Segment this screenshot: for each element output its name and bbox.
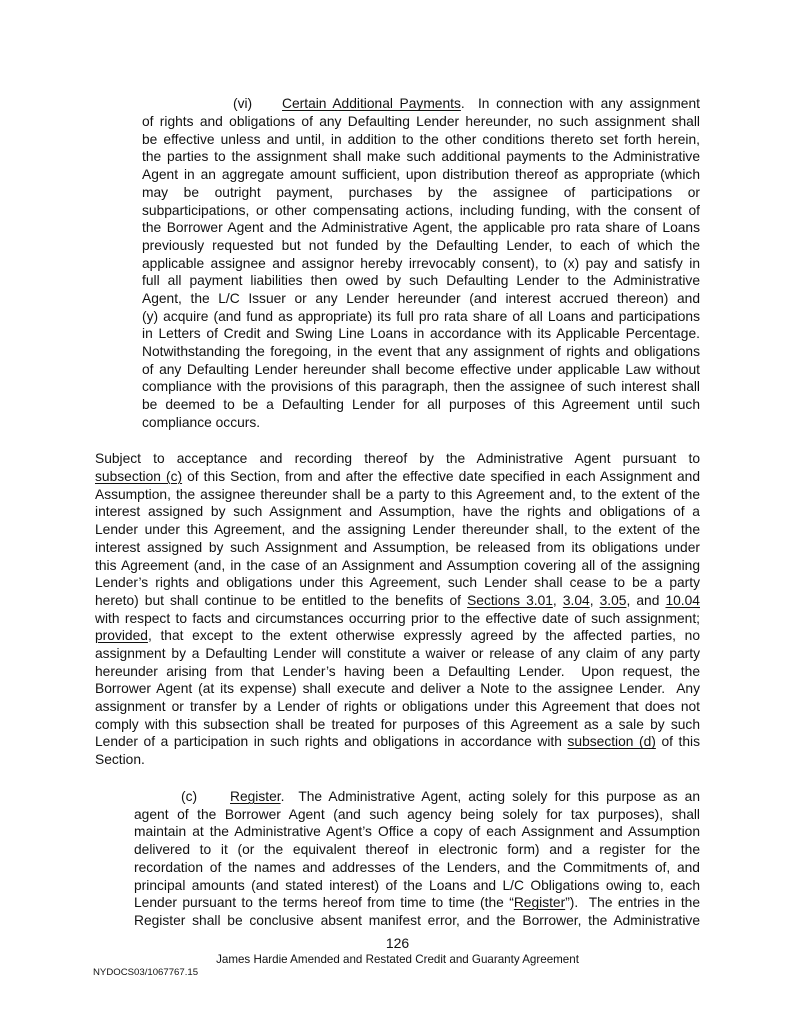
- text-line: assignment by a Defaulting Lender will constitute a waiver or release of any claim of any party: [95, 645, 700, 661]
- text-line: delivered to it (or the equivalent thereof in electronic form) and a register for the: [134, 842, 700, 858]
- text-line: be effective unless and until, in addition to the other conditions thereto set forth herein,: [142, 131, 700, 147]
- text-line: comply with this subsection shall be treated for purposes of this Agreement as a sale by such: [95, 716, 700, 732]
- text-line: full all payment liabilities then owed by such Defaulting Lender to the Administrative: [142, 273, 700, 289]
- underlined-term: subsection (d): [567, 734, 656, 750]
- text-line: Lender under this Agreement, and the assigning Lender thereunder shall, to the extent of the: [95, 522, 700, 538]
- text-line: be deemed to be a Defaulting Lender for all purposes of this Agreement until such: [142, 397, 700, 413]
- text-line: interest assigned by such Assignment and Assumption, have the rights and obligations of a: [95, 504, 700, 520]
- text-line: Assumption, the assignee thereunder shall be a party to this Agreement and, to the extent of the: [95, 486, 700, 502]
- text-line: principal amounts (and stated interest) of the Loans and L/C Obligations owing to, each: [134, 877, 700, 893]
- text-line: agent of the Borrower Agent (and such agency being solely for tax purposes), shall: [134, 806, 700, 822]
- text-line: of rights and obligations of any Defaulting Lender hereunder, no such assignment shall: [142, 114, 700, 130]
- text-line: compliance with the provisions of this paragraph, then the assignee of such interest shall: [142, 379, 700, 395]
- text-line: Section.: [95, 752, 145, 768]
- paragraph-vi-certain-additional-payments: [142, 95, 700, 431]
- page-number: 126: [385, 935, 410, 951]
- text-line: may be outright payment, purchases by the assignee of participations or: [142, 184, 700, 200]
- underlined-term: Register: [513, 895, 566, 911]
- text-line: assignment or transfer by a Lender of rights or obligations under this Agreement that does not: [95, 699, 700, 715]
- text-line: in Letters of Credit and Swing Line Loans in accordance with its Applicable Percentage.: [142, 326, 700, 342]
- text-line: Agent, the L/C Issuer or any Lender hereunder (and interest accrued thereon) and: [142, 290, 700, 306]
- text-line: subparticipations, or other compensating actions, including funding, with the consent of: [142, 202, 700, 218]
- text-line: hereunder arising from that Lender’s having been a Defaulting Lender. Upon request, the: [95, 663, 700, 679]
- text-line: applicable assignee and assignor hereby irrevocably consent), to (x) pay and satisfy in: [142, 255, 700, 271]
- text-line: Lender’s rights and obligations under this Agreement, such Lender shall cease to be a party: [95, 575, 700, 591]
- text-line: recordation of the names and addresses of the Lenders, and the Commitments of, and: [134, 859, 700, 875]
- text-line: Borrower Agent (at its expense) shall execute and deliver a Note to the assignee Lender. Any: [95, 681, 700, 697]
- text-line: interest assigned by such Assignment and Assumption, be released from its obligations under: [95, 539, 700, 555]
- text-line: the Borrower Agent and the Administrative Agent, the applicable pro rata share of Loans: [142, 220, 700, 236]
- text-line: Notwithstanding the foregoing, in the event that any assignment of rights and obligations: [142, 344, 700, 360]
- underlined-term: Register: [230, 789, 281, 805]
- text-line: compliance occurs.: [142, 414, 261, 430]
- text-line: hereto) but shall continue to be entitled to the benefits of Sections 3.01, 3.04, 3.05, and 10.04: [95, 592, 700, 608]
- text-line: the parties to the assignment shall make such additional payments to the Administrative: [142, 149, 700, 165]
- text-line: maintain at the Administrative Agent’s Office a copy of each Assignment and Assumption: [134, 824, 700, 840]
- underlined-term: Sections 3.01: [467, 592, 553, 608]
- underlined-term: subsection (c): [95, 469, 183, 485]
- footer-document-title: James Hardie Amended and Restated Credit and Guaranty Agreement: [216, 953, 579, 966]
- text-line: provided, that except to the extent otherwise expressly agreed by the affected parties, no: [95, 628, 700, 644]
- text-line: Lender of a participation in such rights and obligations in accordance with subsection (d) of this: [95, 734, 700, 750]
- underlined-term: 10.04: [665, 592, 700, 608]
- footer-document-id: NYDOCS03/1067767.15: [93, 966, 199, 978]
- section-label: (vi): [233, 96, 253, 112]
- text-line: subsection (c) of this Section, from and after the effective date specified in each Assignment and: [95, 469, 700, 485]
- underlined-term: provided: [95, 628, 148, 644]
- text-line: previously requested but not funded by the Defaulting Lender, to each of which the: [142, 237, 700, 253]
- text-line: Agent in an aggregate amount sufficient, upon distribution thereof as appropriate (which: [142, 167, 700, 183]
- underlined-term: Certain Additional Payments: [282, 96, 461, 112]
- underlined-term: 3.04: [562, 592, 590, 608]
- paragraph-assignment-effect: [95, 450, 700, 768]
- text-line: Lender pursuant to the terms hereof from time to time (the “Register”). The entries in the: [134, 895, 700, 911]
- underlined-term: 3.05: [599, 592, 627, 608]
- section-label: (c): [181, 789, 198, 805]
- text-line: with respect to facts and circumstances occurring prior to the effective date of such assignment;: [95, 610, 700, 626]
- text-line: Register shall be conclusive absent manifest error, and the Borrower, the Administrative: [134, 912, 700, 928]
- text-line: (c) Register. The Administrative Agent, acting solely for this purpose as an: [181, 789, 700, 805]
- text-line: this Agreement (and, in the case of an Assignment and Assumption covering all of the assigning: [95, 557, 700, 573]
- text-line: Subject to acceptance and recording thereof by the Administrative Agent pursuant to: [95, 451, 700, 467]
- text-line: (vi) Certain Additional Payments. In connection with any assignment: [233, 96, 700, 112]
- text-line: (y) acquire (and fund as appropriate) its full pro rata share of all Loans and participations: [142, 308, 700, 324]
- paragraph-c-register: [134, 788, 700, 930]
- text-line: of any Defaulting Lender hereunder shall become effective under applicable Law without: [142, 361, 700, 377]
